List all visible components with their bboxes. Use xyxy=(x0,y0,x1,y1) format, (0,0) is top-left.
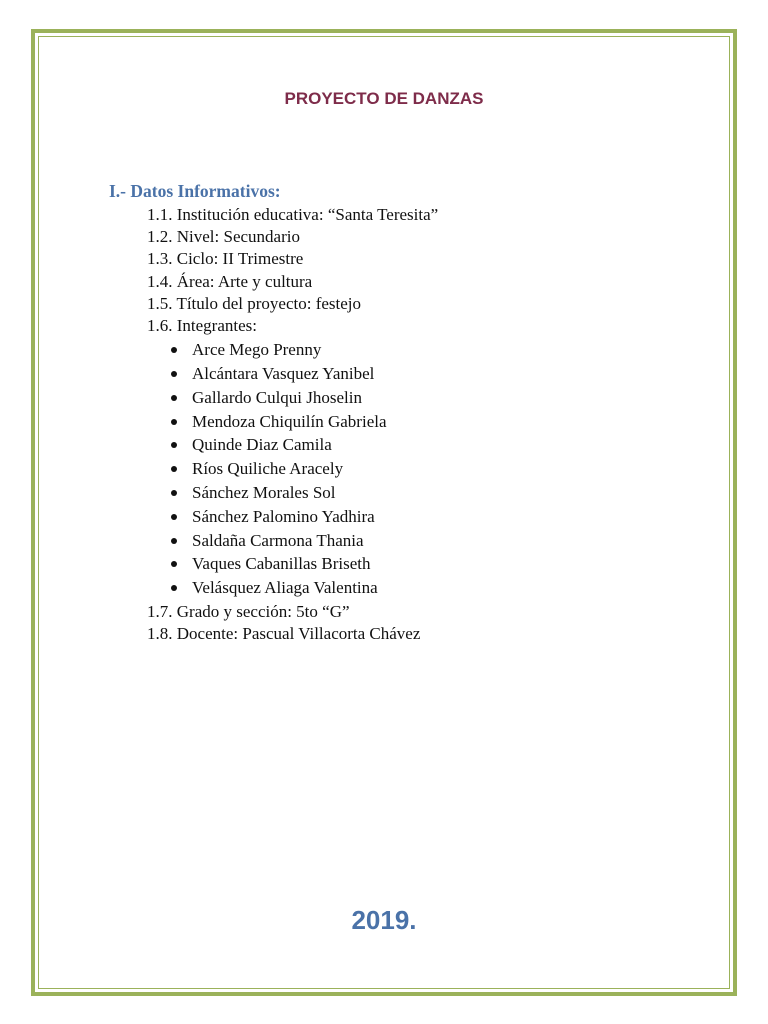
member-name: Quinde Diaz Camila xyxy=(192,435,332,455)
list-item xyxy=(147,410,438,434)
member-name: Sánchez Morales Sol xyxy=(192,482,336,502)
member-name: Sánchez Palomino Yadhira xyxy=(192,506,375,526)
bullet-icon xyxy=(171,347,177,353)
list-item xyxy=(147,505,438,529)
document-title: PROYECTO DE DANZAS xyxy=(284,89,484,108)
list-item xyxy=(147,362,438,386)
info-list xyxy=(147,204,438,645)
member-name: Arce Mego Prenny xyxy=(192,340,322,360)
section-heading: I.- Datos Informativos: xyxy=(109,181,281,201)
member-name: Velásquez Aliaga Valentina xyxy=(192,578,378,598)
member-name: Mendoza Chiquilín Gabriela xyxy=(192,411,387,431)
document-year: 2019. xyxy=(351,905,417,935)
info-item-members-label: 1.6. Integrantes: xyxy=(147,315,257,335)
list-item xyxy=(147,529,438,553)
bullet-icon xyxy=(171,585,177,591)
bullet-icon xyxy=(171,419,177,425)
member-name: Vaques Cabanillas Briseth xyxy=(192,554,371,574)
info-item-teacher: 1.8. Docente: Pascual Villacorta Chávez xyxy=(147,624,421,644)
info-item-project-title: 1.5. Título del proyecto: festejo xyxy=(147,293,362,313)
list-item xyxy=(147,433,438,457)
members-container xyxy=(147,338,438,600)
bullet-icon xyxy=(171,538,177,544)
member-name: Saldaña Carmona Thania xyxy=(192,530,364,550)
bullet-icon xyxy=(171,442,177,448)
info-item-cycle: 1.3. Ciclo: II Trimestre xyxy=(147,249,304,269)
members-list xyxy=(147,338,438,600)
member-name: Ríos Quiliche Aracely xyxy=(192,459,344,479)
list-item xyxy=(147,386,438,410)
list-item xyxy=(147,552,438,576)
member-name: Gallardo Culqui Jhoselin xyxy=(192,387,362,407)
bullet-icon xyxy=(171,466,177,472)
bullet-icon xyxy=(171,561,177,567)
info-item-institution: 1.1. Institución educativa: “Santa Teresita” xyxy=(147,205,439,224)
bullet-icon xyxy=(171,514,177,520)
info-item-area: 1.4. Área: Arte y cultura xyxy=(147,271,313,291)
bullet-icon xyxy=(171,490,177,496)
list-item xyxy=(147,338,438,362)
bullet-icon xyxy=(171,395,177,401)
member-name: Alcántara Vasquez Yanibel xyxy=(192,363,375,383)
bullet-icon xyxy=(171,371,177,377)
list-item xyxy=(147,481,438,505)
list-item xyxy=(147,457,438,481)
info-item-grade-section: 1.7. Grado y sección: 5to “G” xyxy=(147,601,350,621)
list-item xyxy=(147,576,438,600)
info-item-level: 1.2. Nivel: Secundario xyxy=(147,227,300,247)
